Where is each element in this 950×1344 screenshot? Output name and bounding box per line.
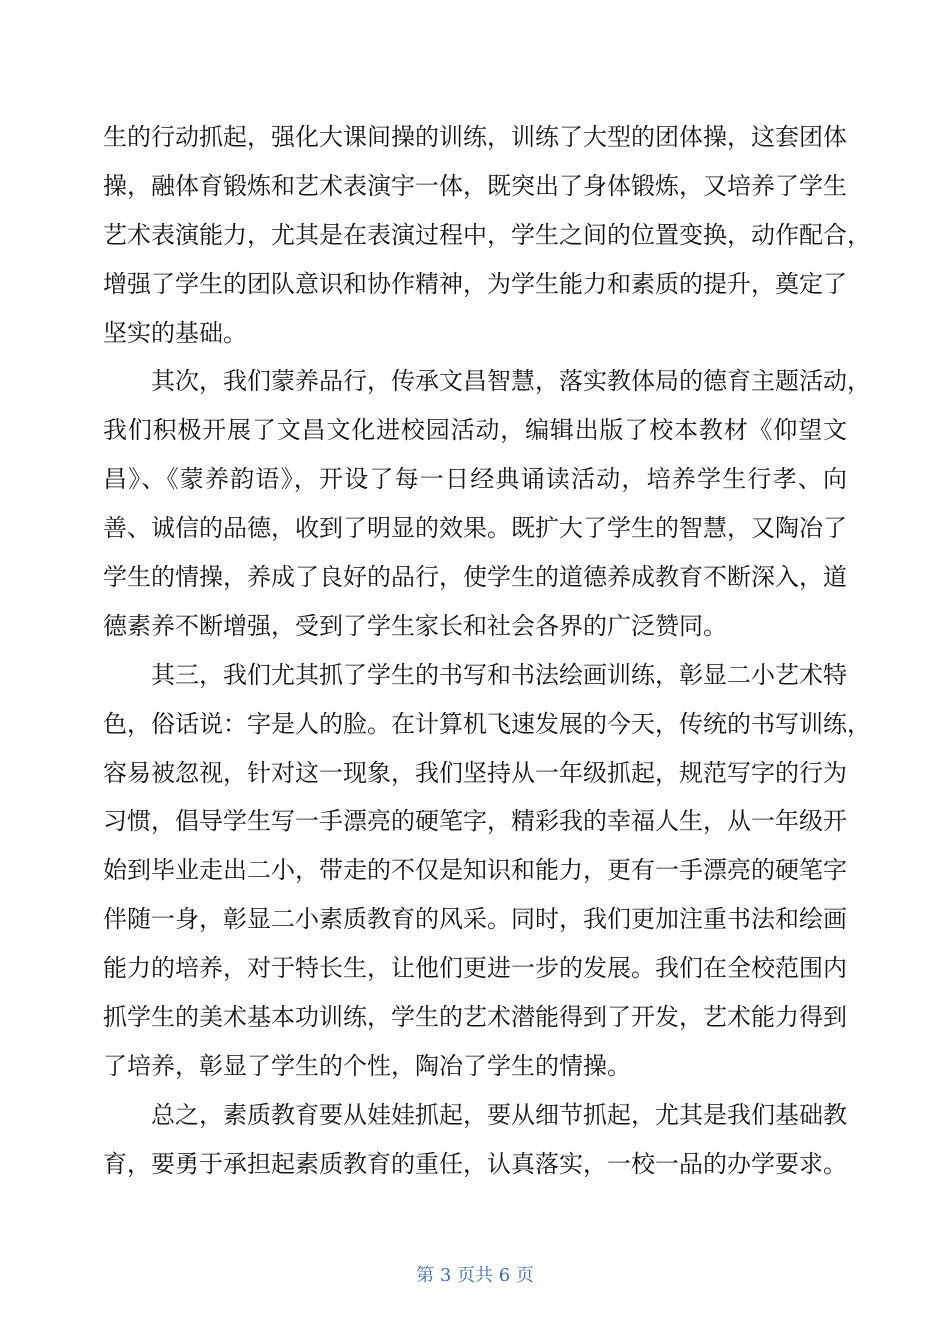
text-line: 昌》、《蒙养韵语》，开设了每一日经典诵读活动，培养学生行孝、向 xyxy=(103,465,847,494)
text-line: 生的行动抓起，强化大课间操的训练，训练了大型的团体操，这套团体 xyxy=(103,123,847,151)
page-number-footer: 第 3 页共 6 页 xyxy=(416,1265,534,1286)
text-line: 总之，素质教育要从娃娃抓起，要从细节抓起，尤其是我们基础教 xyxy=(103,1100,847,1129)
text-line: 增强了学生的团队意识和协作精神，为学生能力和素质的提升，奠定了 xyxy=(103,269,847,298)
text-line: 其三，我们尤其抓了学生的书写和书法绘画训练，彰显二小艺术特 xyxy=(103,660,847,689)
text-line: 容易被忽视，针对这一现象，我们坚持从一年级抓起，规范写字的行为 xyxy=(103,758,847,787)
text-line: 能力的培养，对于特长生，让他们更进一步的发展。我们在全校范围内 xyxy=(103,954,847,983)
text-line: 操，融体育锻炼和艺术表演宇一体，既突出了身体锻炼，又培养了学生 xyxy=(103,171,847,200)
text-line: 色，俗话说：字是人的脸。在计算机飞速发展的今天，传统的书写训练， xyxy=(103,709,871,738)
text-line: 伴随一身，彰显二小素质教育的风采。同时，我们更加注重书法和绘画 xyxy=(103,905,847,934)
text-line: 其次，我们蒙养品行，传承文昌智慧，落实教体局的德育主题活动， xyxy=(103,367,871,396)
text-line: 善、诚信的品德，收到了明显的效果。既扩大了学生的智慧，又陶冶了 xyxy=(103,514,847,543)
text-line: 学生的情操，养成了良好的品行，使学生的道德养成教育不断深入，道 xyxy=(103,563,847,592)
text-line: 德素养不断增强，受到了学生家长和社会各界的广泛赞同。 xyxy=(103,611,727,640)
text-line: 育，要勇于承担起素质教育的重任，认真落实，一校一品的办学要求。 xyxy=(103,1149,847,1178)
text-line: 坚实的基础。 xyxy=(103,318,247,347)
document-body xyxy=(103,113,871,1189)
text-line: 了培养，彰显了学生的个性，陶冶了学生的情操。 xyxy=(103,1051,631,1080)
text-line: 始到毕业走出二小，带走的不仅是知识和能力，更有一手漂亮的硬笔字 xyxy=(103,856,847,885)
text-line: 习惯，倡导学生写一手漂亮的硬笔字，精彩我的幸福人生，从一年级开 xyxy=(103,807,847,836)
text-line: 抓学生的美术基本功训练，学生的艺术潜能得到了开发，艺术能力得到 xyxy=(103,1003,847,1032)
text-line: 我们积极开展了文昌文化进校园活动，编辑出版了校本教材《仰望文 xyxy=(103,416,847,445)
text-line: 艺术表演能力，尤其是在表演过程中，学生之间的位置变换，动作配合， xyxy=(103,220,871,249)
